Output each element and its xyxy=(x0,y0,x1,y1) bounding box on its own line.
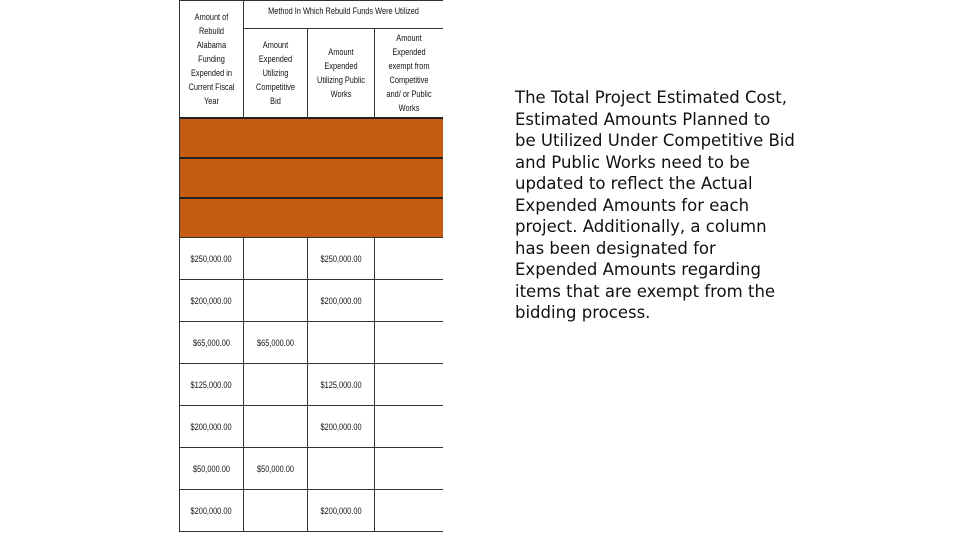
description-text: The Total Project Estimated Cost, Estimated Amounts Planned to be Utilized Under Competitive Bid and Public Works need to be updated to reflect the Actual Expended Amounts for each project. Additionally, a column has been designated for Expended Amounts regarding items that are exempt from the bidding process. xyxy=(515,88,795,322)
highlighted-row xyxy=(180,118,444,158)
competitive-cell xyxy=(244,364,308,406)
exempt-cell xyxy=(375,490,444,532)
header-method-utilized: Method In Which Rebuild Funds Were Utilized xyxy=(244,1,444,29)
highlighted-row xyxy=(180,198,444,238)
table-row xyxy=(180,448,444,490)
header-exempt: Amount Expended exempt from Competitive and/ or Public Works xyxy=(375,29,444,119)
exempt-cell xyxy=(375,322,444,364)
amount-cell: $200,000.00 xyxy=(180,406,244,448)
table-row xyxy=(180,406,444,448)
amount-cell: $200,000.00 xyxy=(180,280,244,322)
public-cell: $125,000.00 xyxy=(308,364,375,406)
highlighted-row xyxy=(180,158,444,198)
exempt-cell xyxy=(375,406,444,448)
header-public-works: Amount Expended Utilizing Public Works xyxy=(308,29,375,119)
amount-cell: $65,000.00 xyxy=(180,322,244,364)
table-row xyxy=(180,238,444,280)
exempt-cell xyxy=(375,238,444,280)
public-cell: $200,000.00 xyxy=(308,406,375,448)
table-row xyxy=(180,322,444,364)
exempt-cell xyxy=(375,364,444,406)
public-cell: $250,000.00 xyxy=(308,238,375,280)
public-cell xyxy=(308,322,375,364)
header-competitive-bid: Amount Expended Utilizing Competitive Bid xyxy=(244,29,308,119)
rebuild-funds-table xyxy=(179,0,443,532)
amount-cell: $250,000.00 xyxy=(180,238,244,280)
exempt-cell xyxy=(375,448,444,490)
public-cell: $200,000.00 xyxy=(308,280,375,322)
public-cell: $200,000.00 xyxy=(308,490,375,532)
header-amount-expended: Amount of Rebuild Alabama Funding Expended in Current Fiscal Year xyxy=(180,1,244,119)
public-cell xyxy=(308,448,375,490)
competitive-cell xyxy=(244,490,308,532)
amount-cell: $125,000.00 xyxy=(180,364,244,406)
competitive-cell xyxy=(244,238,308,280)
competitive-cell: $65,000.00 xyxy=(244,322,308,364)
table-row xyxy=(180,364,444,406)
amount-cell: $200,000.00 xyxy=(180,490,244,532)
competitive-cell: $50,000.00 xyxy=(244,448,308,490)
table-row xyxy=(180,280,444,322)
funds-table-container xyxy=(179,0,443,540)
amount-cell: $50,000.00 xyxy=(180,448,244,490)
competitive-cell xyxy=(244,406,308,448)
competitive-cell xyxy=(244,280,308,322)
exempt-cell xyxy=(375,280,444,322)
table-row xyxy=(180,490,444,532)
